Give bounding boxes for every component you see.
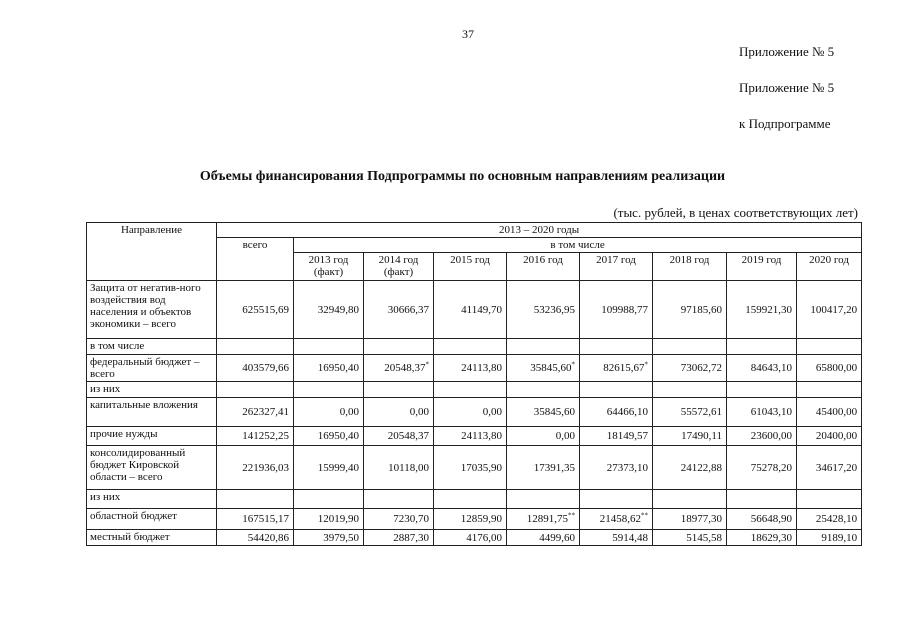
cell-year-value bbox=[507, 382, 580, 398]
cell-year-value: 0,00 bbox=[364, 398, 434, 427]
cell-year-value bbox=[364, 382, 434, 398]
cell-year-value: 56648,90 bbox=[727, 509, 797, 530]
header-direction: Направление bbox=[87, 223, 217, 281]
cell-year-value bbox=[580, 490, 653, 509]
cell-year-value: 73062,72 bbox=[653, 355, 727, 382]
cell-year-value: 18149,57 bbox=[580, 427, 653, 446]
cell-year-value: 10118,00 bbox=[364, 446, 434, 490]
cell-year-value: 24122,88 bbox=[653, 446, 727, 490]
header-year: 2019 год bbox=[727, 253, 797, 281]
appendix-line-2: Приложение № 5 bbox=[739, 80, 835, 95]
row-label: в том числе bbox=[87, 339, 217, 355]
cell-year-value bbox=[727, 382, 797, 398]
header-total: всего bbox=[217, 238, 294, 281]
row-label: Защита от негатив-ного воздействия вод населения и объектов экономики – всего bbox=[87, 281, 217, 339]
header-period: 2013 – 2020 годы bbox=[217, 223, 862, 238]
cell-year-value bbox=[797, 490, 862, 509]
cell-year-value: 0,00 bbox=[507, 427, 580, 446]
cell-year-value: 5914,48 bbox=[580, 530, 653, 546]
footnote-mark: * bbox=[571, 360, 575, 369]
table-row bbox=[87, 382, 862, 398]
table-row bbox=[87, 509, 862, 530]
cell-year-value: 75278,20 bbox=[727, 446, 797, 490]
cell-year-value: 61043,10 bbox=[727, 398, 797, 427]
header-year: 2014 год (факт) bbox=[364, 253, 434, 281]
row-label: из них bbox=[87, 382, 217, 398]
cell-year-value: 0,00 bbox=[434, 398, 507, 427]
cell-year-value bbox=[294, 382, 364, 398]
cell-year-value bbox=[653, 490, 727, 509]
cell-year-value: 18977,30 bbox=[653, 509, 727, 530]
cell-year-value: 65800,00 bbox=[797, 355, 862, 382]
cell-total bbox=[217, 490, 294, 509]
cell-year-value bbox=[580, 382, 653, 398]
cell-year-value: 20548,37 bbox=[364, 427, 434, 446]
header-year: 2018 год bbox=[653, 253, 727, 281]
cell-total: 625515,69 bbox=[217, 281, 294, 339]
cell-year-value: 64466,10 bbox=[580, 398, 653, 427]
cell-year-value: 97185,60 bbox=[653, 281, 727, 339]
footnote-mark: ** bbox=[641, 511, 648, 520]
cell-year-value: 16950,40 bbox=[294, 355, 364, 382]
cell-total: 141252,25 bbox=[217, 427, 294, 446]
cell-year-value: 12019,90 bbox=[294, 509, 364, 530]
row-label: капитальные вложения bbox=[87, 398, 217, 427]
cell-year-value bbox=[294, 339, 364, 355]
cell-year-value: 32949,80 bbox=[294, 281, 364, 339]
cell-year-value: 12891,75** bbox=[507, 509, 580, 530]
cell-year-value: 45400,00 bbox=[797, 398, 862, 427]
footnote-mark: * bbox=[425, 360, 429, 369]
cell-year-value bbox=[507, 490, 580, 509]
cell-year-value bbox=[653, 339, 727, 355]
footnote-mark: ** bbox=[568, 511, 575, 520]
cell-year-value bbox=[727, 490, 797, 509]
footnote-mark: * bbox=[644, 360, 648, 369]
cell-year-value bbox=[727, 339, 797, 355]
cell-year-value: 20548,37* bbox=[364, 355, 434, 382]
cell-year-value bbox=[797, 382, 862, 398]
cell-year-value: 53236,95 bbox=[507, 281, 580, 339]
cell-total: 221936,03 bbox=[217, 446, 294, 490]
cell-year-value bbox=[364, 339, 434, 355]
cell-year-value bbox=[507, 339, 580, 355]
units-note: (тыс. рублей, в ценах соответствующих лет) bbox=[613, 205, 858, 220]
cell-year-value: 30666,37 bbox=[364, 281, 434, 339]
row-label: консолидированный бюджет Кировской области – всего bbox=[87, 446, 217, 490]
cell-year-value: 12859,90 bbox=[434, 509, 507, 530]
row-label: из них bbox=[87, 490, 217, 509]
cell-year-value: 3979,50 bbox=[294, 530, 364, 546]
header-year: 2015 год bbox=[434, 253, 507, 281]
header-year: 2020 год bbox=[797, 253, 862, 281]
cell-total: 167515,17 bbox=[217, 509, 294, 530]
cell-total bbox=[217, 382, 294, 398]
cell-year-value: 27373,10 bbox=[580, 446, 653, 490]
table-row bbox=[87, 398, 862, 427]
row-label: областной бюджет bbox=[87, 509, 217, 530]
table-row bbox=[87, 427, 862, 446]
table-row bbox=[87, 530, 862, 546]
cell-year-value: 35845,60 bbox=[507, 398, 580, 427]
cell-year-value: 109988,77 bbox=[580, 281, 653, 339]
cell-year-value bbox=[294, 490, 364, 509]
cell-year-value: 84643,10 bbox=[727, 355, 797, 382]
table-row bbox=[87, 281, 862, 339]
cell-year-value: 35845,60* bbox=[507, 355, 580, 382]
table-row bbox=[87, 339, 862, 355]
cell-year-value: 23600,00 bbox=[727, 427, 797, 446]
cell-year-value: 82615,67* bbox=[580, 355, 653, 382]
table-row bbox=[87, 355, 862, 382]
row-label: федеральный бюджет – всего bbox=[87, 355, 217, 382]
cell-year-value bbox=[434, 490, 507, 509]
cell-year-value: 24113,80 bbox=[434, 427, 507, 446]
cell-year-value: 34617,20 bbox=[797, 446, 862, 490]
row-label: прочие нужды bbox=[87, 427, 217, 446]
cell-year-value: 15999,40 bbox=[294, 446, 364, 490]
cell-year-value: 159921,30 bbox=[727, 281, 797, 339]
header-year: 2017 год bbox=[580, 253, 653, 281]
cell-year-value bbox=[434, 339, 507, 355]
row-label: местный бюджет bbox=[87, 530, 217, 546]
page-number: 37 bbox=[462, 27, 474, 41]
cell-year-value: 17035,90 bbox=[434, 446, 507, 490]
cell-year-value: 4499,60 bbox=[507, 530, 580, 546]
cell-year-value: 2887,30 bbox=[364, 530, 434, 546]
cell-year-value bbox=[580, 339, 653, 355]
cell-year-value: 17391,35 bbox=[507, 446, 580, 490]
appendix-line-1: Приложение № 5 bbox=[739, 44, 835, 59]
cell-year-value: 4176,00 bbox=[434, 530, 507, 546]
cell-year-value bbox=[434, 382, 507, 398]
cell-year-value: 41149,70 bbox=[434, 281, 507, 339]
financing-table bbox=[86, 222, 862, 546]
cell-year-value: 20400,00 bbox=[797, 427, 862, 446]
cell-year-value bbox=[653, 382, 727, 398]
cell-year-value: 17490,11 bbox=[653, 427, 727, 446]
header-including: в том числе bbox=[294, 238, 862, 253]
cell-year-value: 16950,40 bbox=[294, 427, 364, 446]
cell-year-value: 5145,58 bbox=[653, 530, 727, 546]
header-year: 2013 год (факт) bbox=[294, 253, 364, 281]
cell-year-value: 21458,62** bbox=[580, 509, 653, 530]
cell-total bbox=[217, 339, 294, 355]
cell-year-value bbox=[797, 339, 862, 355]
cell-year-value: 18629,30 bbox=[727, 530, 797, 546]
cell-total: 54420,86 bbox=[217, 530, 294, 546]
cell-year-value: 25428,10 bbox=[797, 509, 862, 530]
cell-year-value: 9189,10 bbox=[797, 530, 862, 546]
table-row bbox=[87, 446, 862, 490]
cell-total: 403579,66 bbox=[217, 355, 294, 382]
header-year: 2016 год bbox=[507, 253, 580, 281]
cell-year-value: 7230,70 bbox=[364, 509, 434, 530]
appendix-line-3: к Подпрограмме bbox=[739, 116, 831, 131]
cell-total: 262327,41 bbox=[217, 398, 294, 427]
cell-year-value: 55572,61 bbox=[653, 398, 727, 427]
table-row bbox=[87, 490, 862, 509]
cell-year-value: 24113,80 bbox=[434, 355, 507, 382]
cell-year-value bbox=[364, 490, 434, 509]
cell-year-value: 100417,20 bbox=[797, 281, 862, 339]
document-title: Объемы финансирования Подпрограммы по основным направлениям реализации bbox=[199, 169, 726, 184]
cell-year-value: 0,00 bbox=[294, 398, 364, 427]
